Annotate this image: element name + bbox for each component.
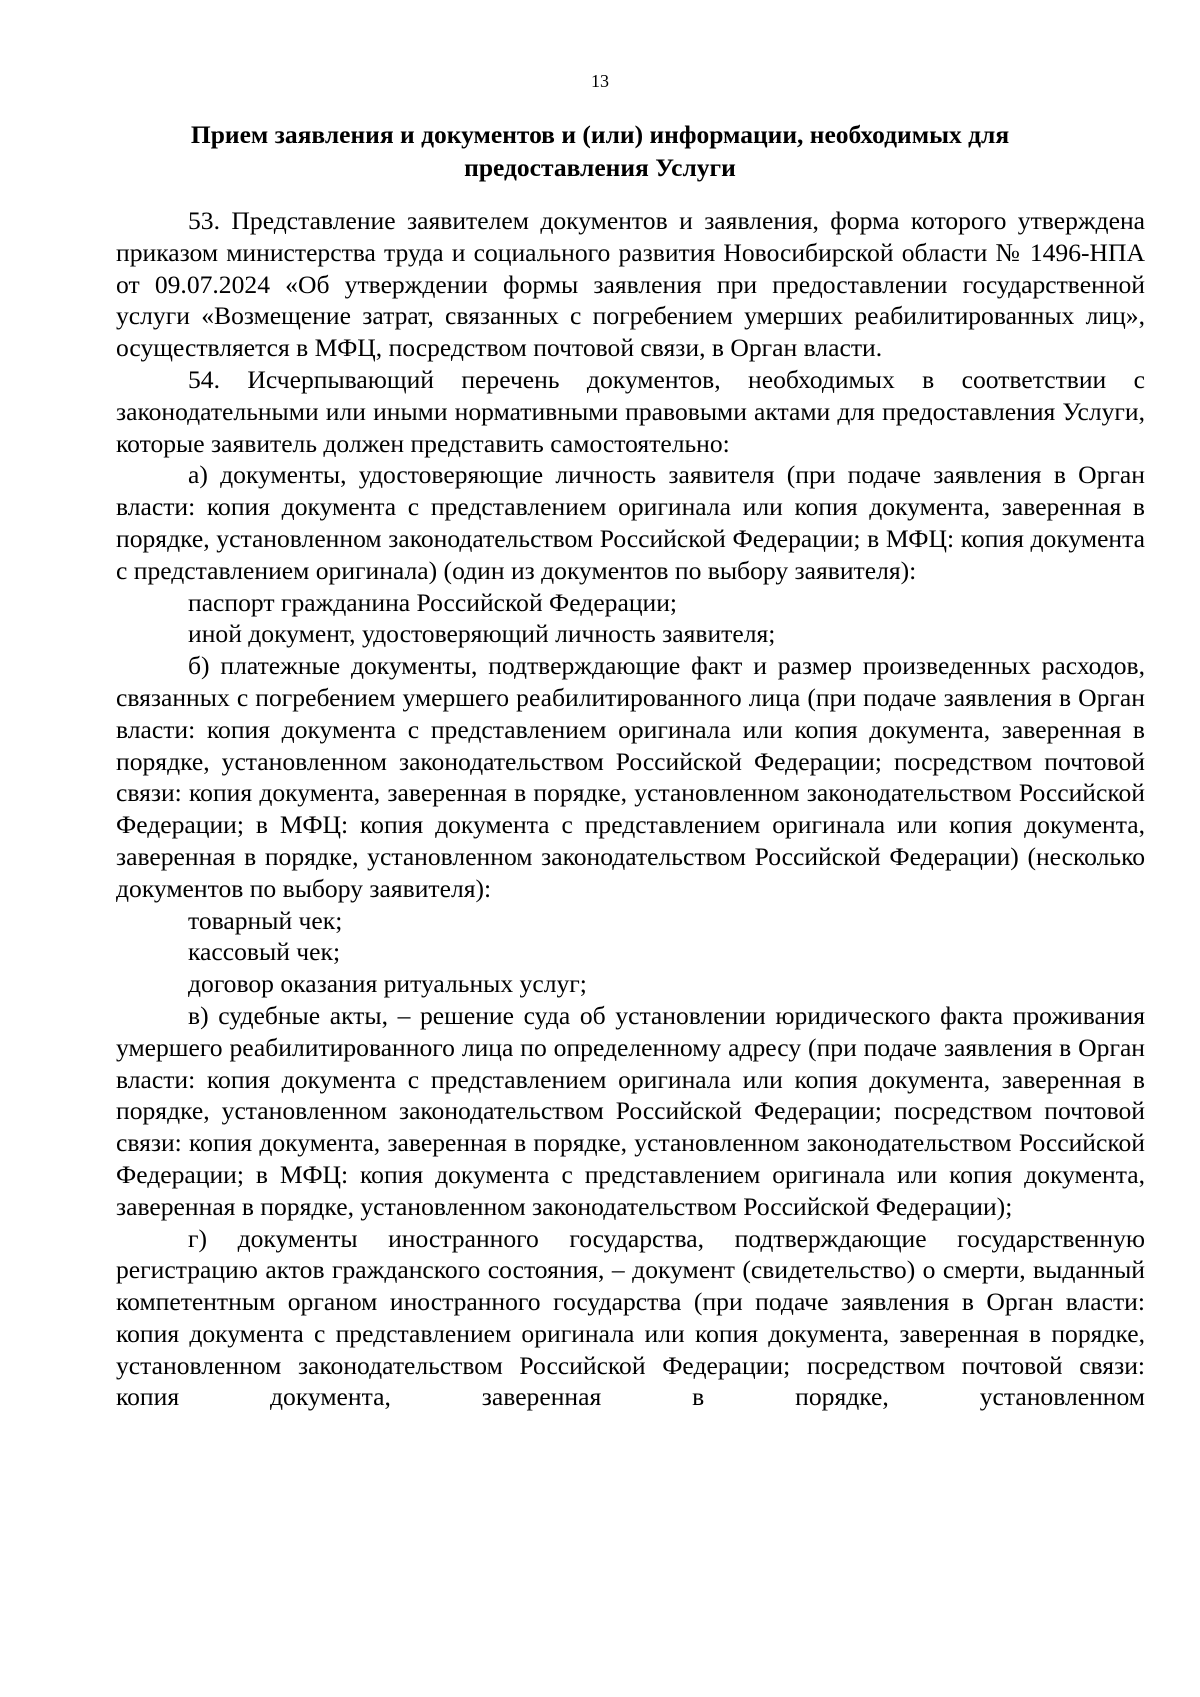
list-subitem-passport: паспорт гражданина Российской Федерации; — [188, 587, 678, 617]
paragraph-54: 54. Исчерпывающий перечень документов, необходимых в соответствии с законодательными или иными нормативными правовыми актами для предоставления Услуги, которые заявитель должен представить самостоятельно: — [116, 364, 1145, 458]
page-number: 13 — [591, 71, 609, 91]
list-item-b: б) платежные документы, подтверждающие факт и размер произведенных расходов, связанных с погребением умершего реабилитированного лица (при подаче заявления в Орган власти: копия документа с представлением оригинала или копия документа, заверенная в порядке, установленном законодательством Российской Федерации; посредством почтовой связи: копия документа, заверенная в порядке, установленном законодательством Российской Федерации; в МФЦ: копия документа с представлением оригинала или копия документа, заверенная в порядке, установленном законодательством Российской Федерации) (несколько документов по выбору заявителя): — [116, 651, 1145, 903]
document-body — [116, 205, 1145, 1413]
list-item-v: в) судебные акты, – решение суда об установлении юридического факта проживания умершего реабилитированного лица по определенному адресу (при подаче заявления в Орган власти: копия документа с представлением оригинала или копия документа, заверенная в порядке, установленном законодательством Российской Федерации; посредством почтовой связи: копия документа, заверенная в порядке, установленном законодательством Российской Федерации; в МФЦ: копия документа с представлением оригинала или копия документа, заверенная в порядке, установленном законодательством Российской Федерации); — [116, 1000, 1145, 1221]
paragraph-53: 53. Представление заявителем документов и заявления, форма которого утверждена приказом министерства труда и социального развития Новосибирской области № 1496-НПА от 09.07.2024 «Об утверждении формы заявления при предоставлении государственной услуги «Возмещение затрат, связанных с погребением умерших реабилитированных лиц», осуществляется в МФЦ, посредством почтовой связи, в Орган власти. — [116, 206, 1145, 363]
list-subitem-ritual-contract: договор оказания ритуальных услуг; — [188, 969, 587, 999]
list-subitem-cash-receipt: кассовый чек; — [188, 937, 341, 967]
list-item-g: г) документы иностранного государства, подтверждающие государственную регистрацию актов гражданского состояния, – документ (свидетельство) о смерти, выданный компетентным органом иностранного государства (при подаче заявления в Орган власти: копия документа с представлением оригинала или копия документа, заверенная в порядке, установленном законодательством Российской Федерации; посредством почтовой связи: копия документа, заверенная в порядке, установленном — [116, 1223, 1145, 1412]
list-subitem-other-id: иной документ, удостоверяющий личность заявителя; — [188, 619, 776, 649]
list-item-a: а) документы, удостоверяющие личность заявителя (при подаче заявления в Орган власти: копия документа с представлением оригинала или копия документа, заверенная в порядке, установленном законодательством Российской Федерации; в МФЦ: копия документа с представлением оригинала) (один из документов по выбору заявителя): — [116, 460, 1145, 585]
list-subitem-sales-receipt: товарный чек; — [188, 905, 343, 935]
section-heading: Прием заявления и документов и (или) информации, необходимых для предоставления Услуги — [190, 120, 1010, 182]
